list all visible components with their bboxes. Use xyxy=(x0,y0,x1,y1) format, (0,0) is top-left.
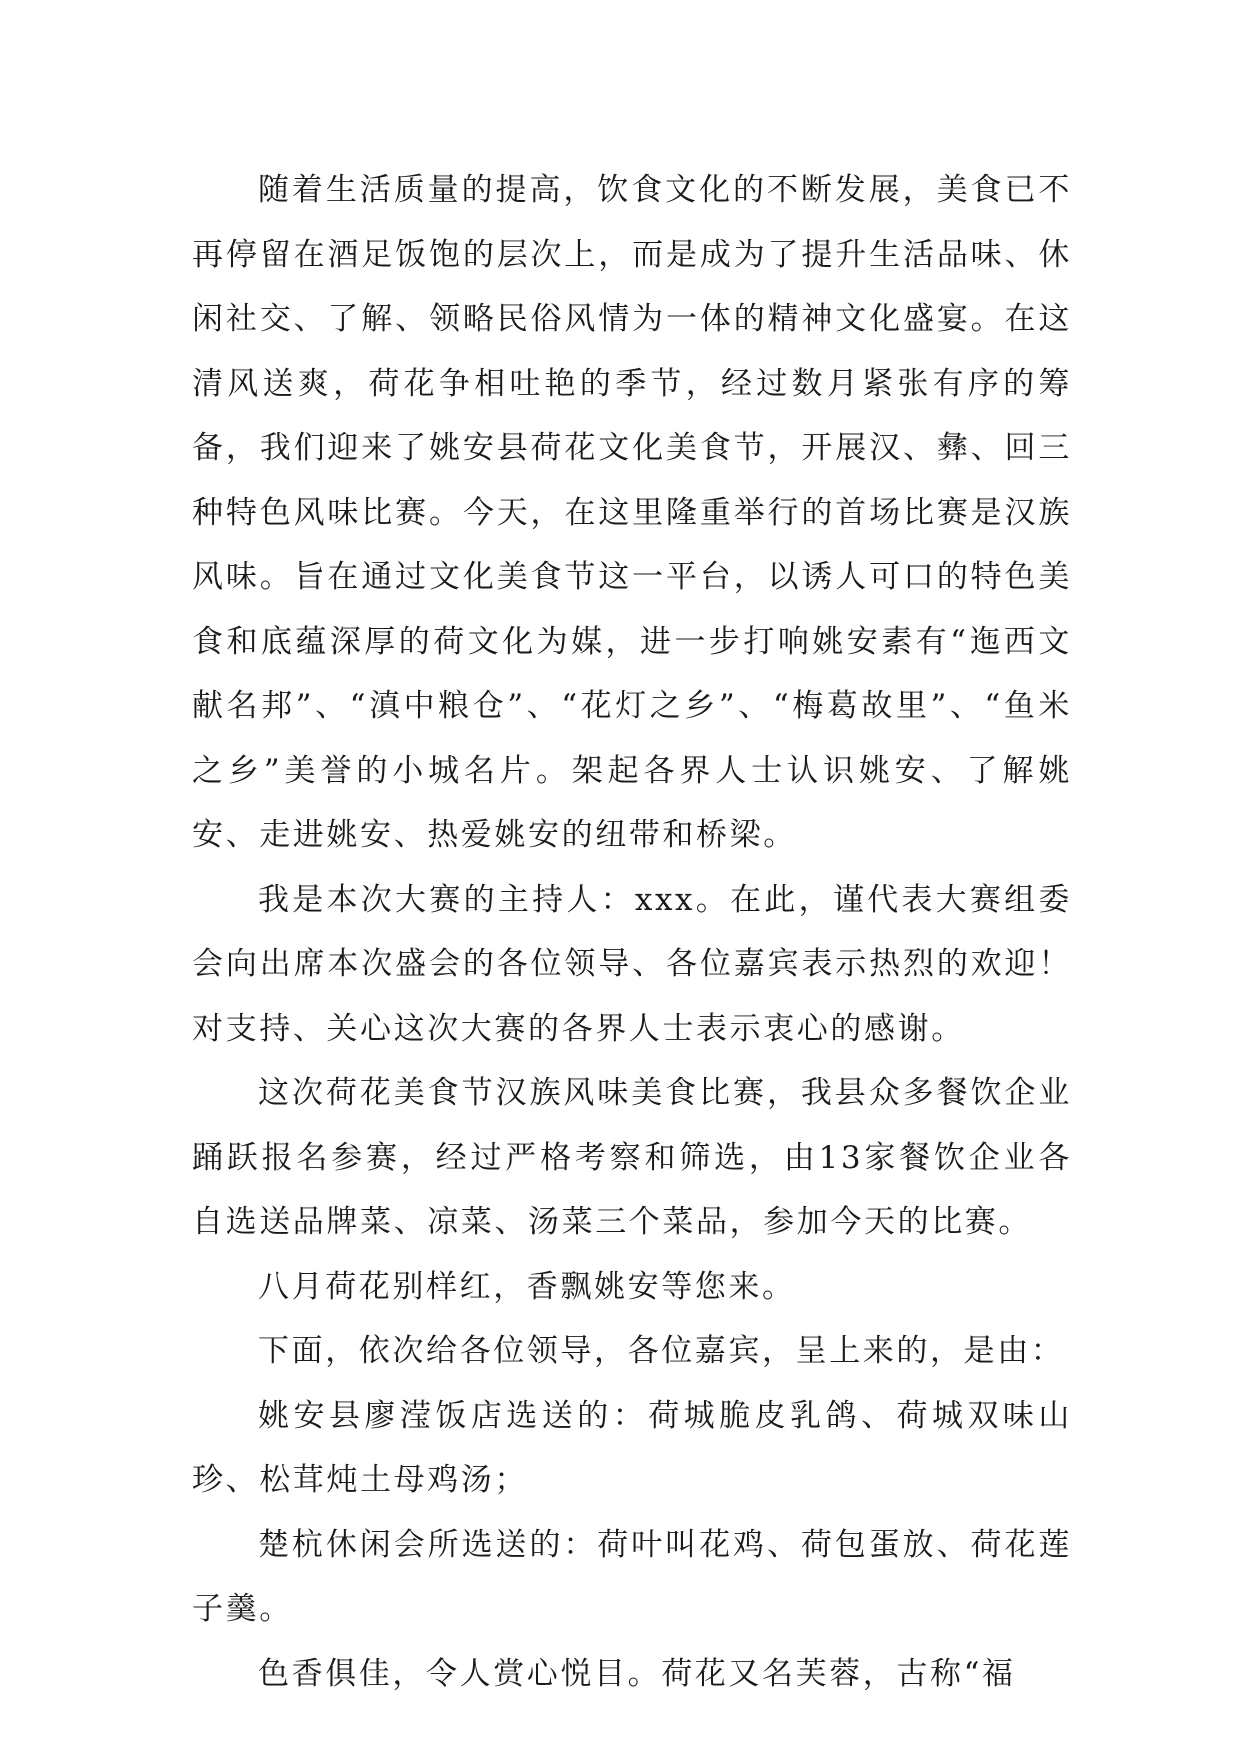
paragraph-intro: 随着生活质量的提高，饮食文化的不断发展，美食已不再停留在酒足饭饱的层次上，而是成为了提升生活品味、休闲社交、了解、领略民俗风情为一体的精神文化盛宴。在这清风送爽，荷花争相吐艳的季节，经过数月紧张有序的筹备，我们迎来了姚安县荷花文化美食节，开展汉、彝、回三种特色风味比赛。今天，在这里隆重举行的首场比赛是汉族风味。旨在通过文化美食节这一平台，以诱人可口的特色美食和底蕴深厚的荷文化为媒，进一步打响姚安素有“迤西文献名邦”、“滇中粮仓”、“花灯之乡”、“梅葛故里”、“鱼米之乡”美誉的小城名片。架起各界人士认识姚安、了解姚安、走进姚安、热爱姚安的纽带和桥梁。 xyxy=(192,172,1072,853)
paragraph-competition-info: 这次荷花美食节汉族风味美食比赛，我县众多餐饮企业踊跃报名参赛，经过严格考察和筛选，由13家餐饮企业各自选送品牌菜、凉菜、汤菜三个菜品，参加今天的比赛。 xyxy=(192,1075,1072,1240)
document-body xyxy=(192,158,1072,1706)
paragraph-presentation-intro: 下面，依次给各位领导，各位嘉宾，呈上来的，是由： xyxy=(258,1333,1065,1369)
paragraph-entry-chuhang: 楚杭休闲会所选送的：荷叶叫花鸡、荷包蛋放、荷花莲子羹。 xyxy=(192,1526,1072,1627)
paragraph-lotus-comment: 色香俱佳，令人赏心悦目。荷花又名芙蓉，古称“福 xyxy=(258,1655,1016,1692)
paragraph-host-welcome: 我是本次大赛的主持人：xxx。在此，谨代表大赛组委会向出席本次盛会的各位领导、各位嘉宾表示热烈的欢迎！对支持、关心这次大赛的各界人士表示衷心的感谢。 xyxy=(192,881,1072,1047)
paragraph-slogan: 八月荷花别样红，香飘姚安等您来。 xyxy=(258,1268,796,1305)
paragraph-entry-liaoying: 姚安县廖滢饭店选送的：荷城脆皮乳鸽、荷城双味山珍、松茸炖土母鸡汤； xyxy=(192,1397,1072,1498)
